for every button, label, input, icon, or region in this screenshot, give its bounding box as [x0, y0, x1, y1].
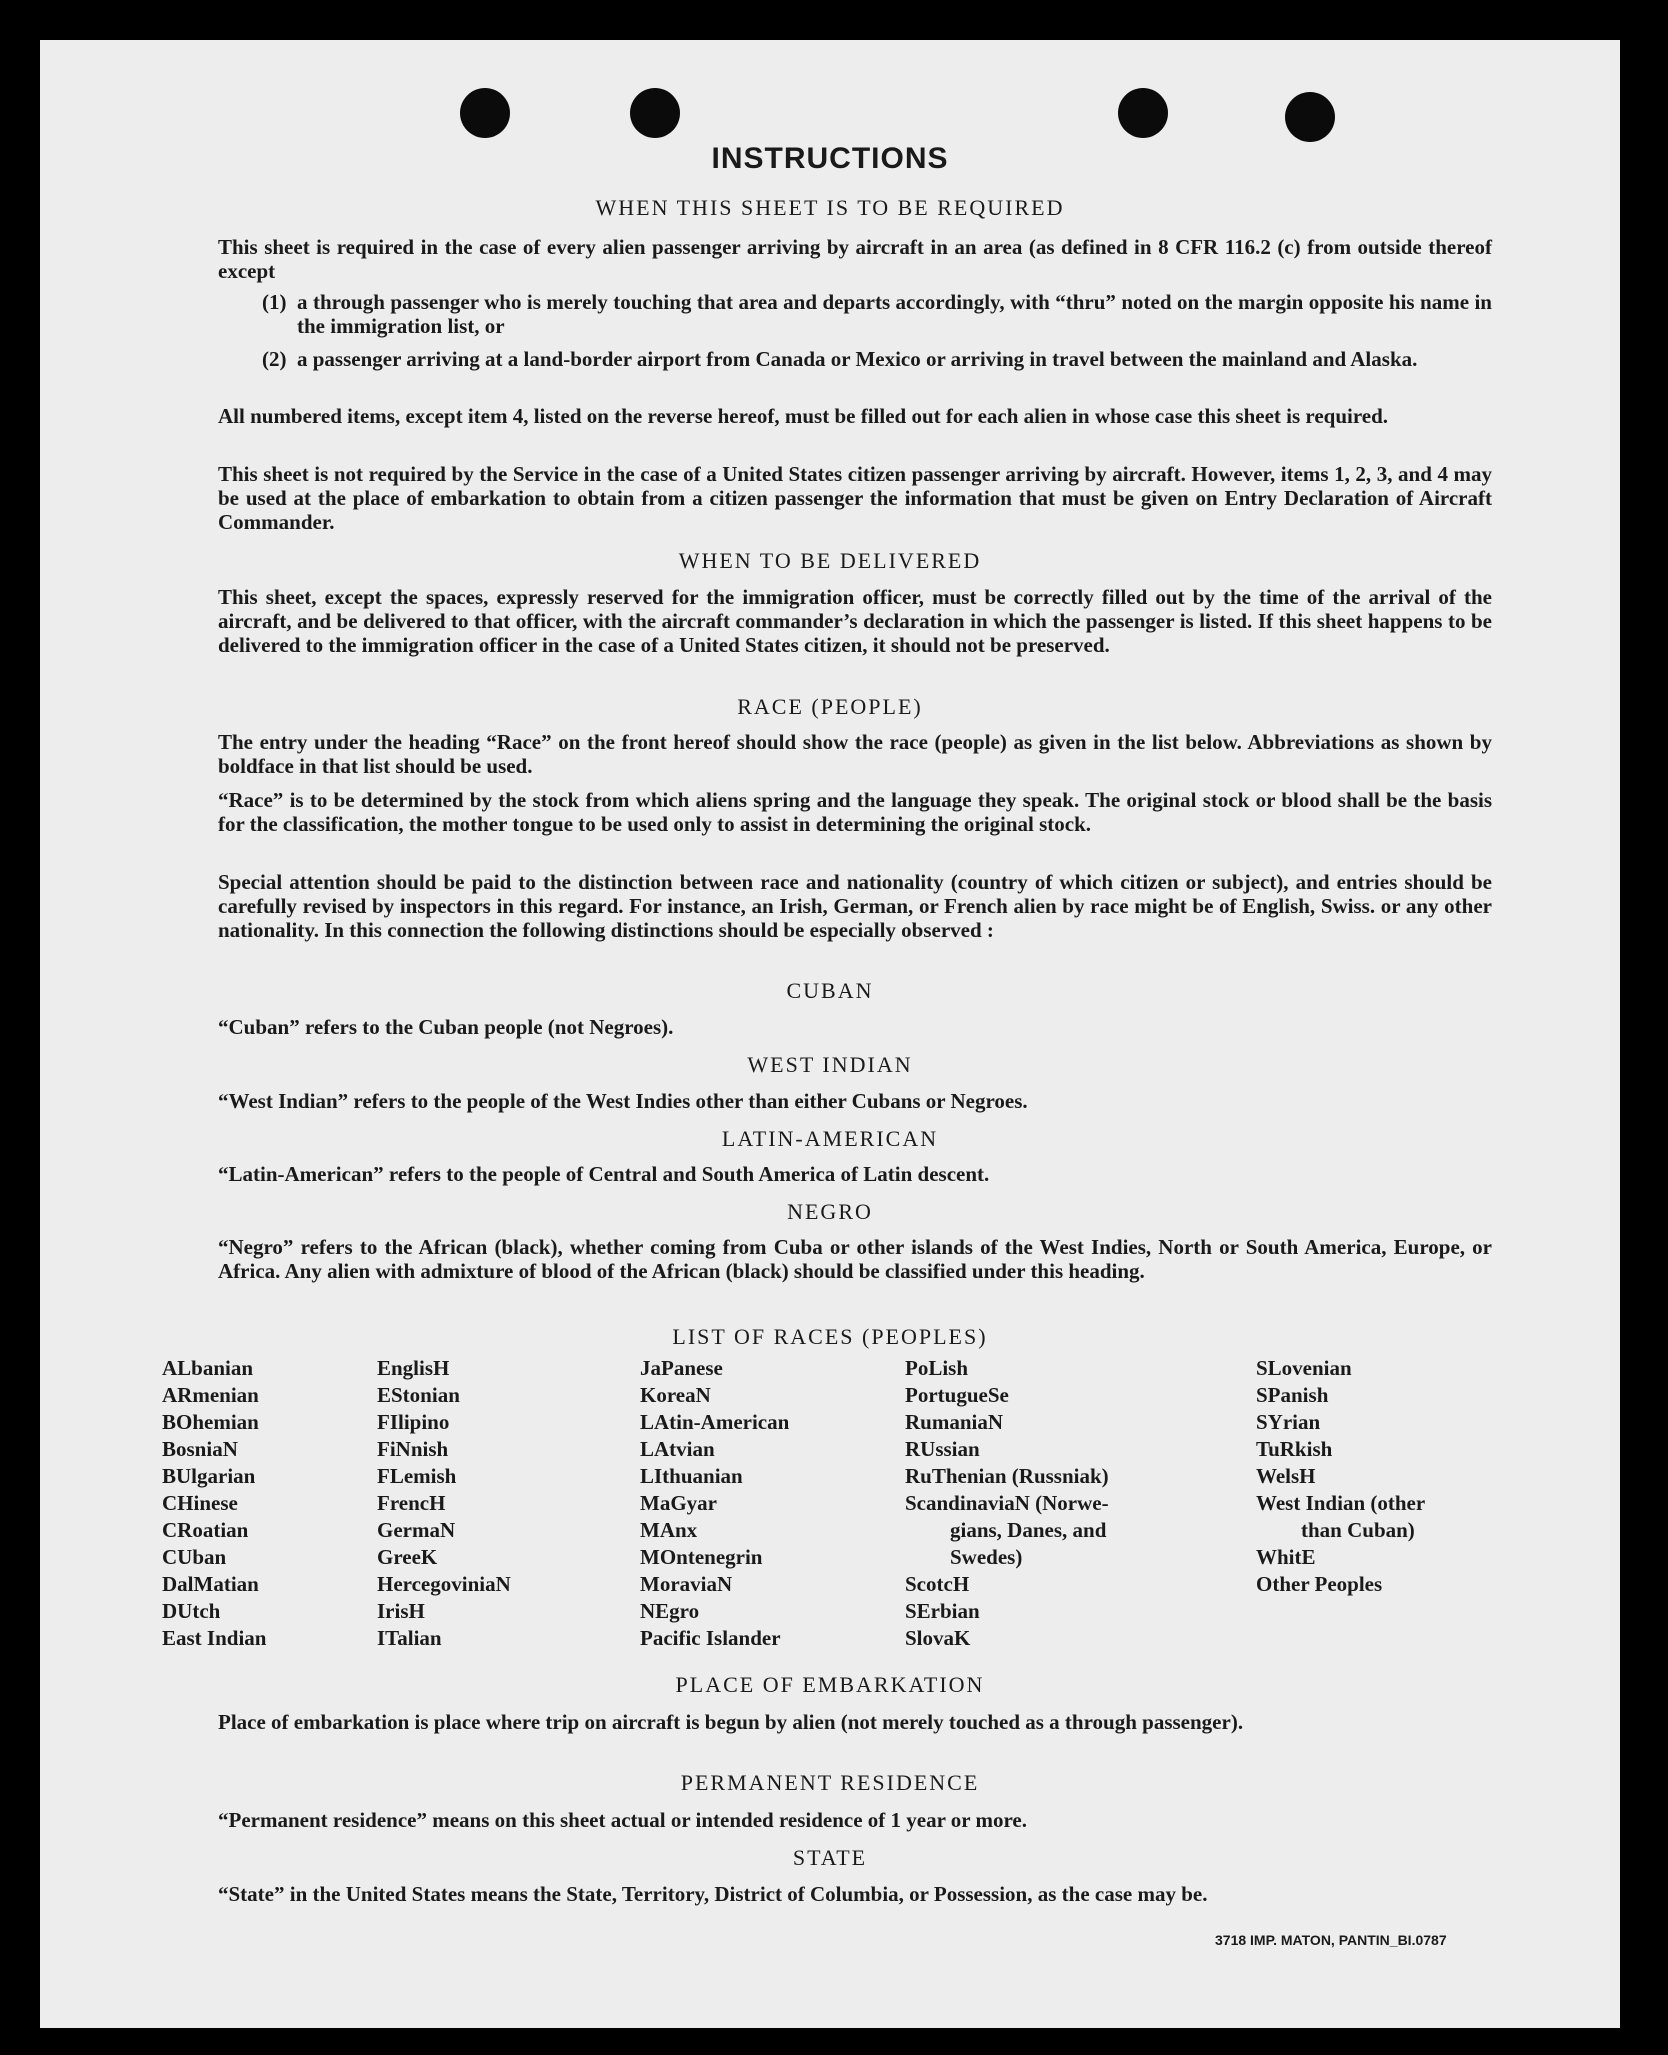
item-number: (2) — [262, 347, 287, 371]
paragraph — [162, 1162, 1492, 1186]
race-item: WelsH — [1256, 1464, 1316, 1488]
paragraph — [162, 730, 1492, 778]
race-item: Pacific Islander — [640, 1626, 781, 1650]
race-item: HercegoviniaN — [377, 1572, 511, 1596]
paragraph — [162, 1235, 1492, 1283]
race-item: FLemish — [377, 1464, 457, 1488]
race-item: PortugueSe — [905, 1383, 1009, 1407]
paragraph-text: “State” in the United States means the State, Territory, District of Columbia, or Possession, as the case may be. — [218, 1882, 1208, 1906]
race-item: ScotcH — [905, 1572, 970, 1596]
section-heading-west-indian: WEST INDIAN — [747, 1052, 913, 1077]
race-item: MaGyar — [640, 1491, 717, 1515]
race-item: BosniaN — [162, 1437, 238, 1461]
race-item: JaPanese — [640, 1356, 723, 1380]
race-item: FIlipino — [377, 1410, 450, 1434]
paragraph-text: “Negro” refers to the African (black), whether coming from Cuba or other islands of the West Indies, North or South America, Europe, or Africa. Any alien with admixture of blood of the African (black) should be classified under this heading. — [218, 1235, 1492, 1283]
race-item: CUban — [162, 1545, 227, 1569]
race-item: LAtvian — [640, 1437, 715, 1461]
section-heading-negro: NEGRO — [787, 1199, 873, 1224]
paragraph-text: Special attention should be paid to the distinction between race and nationality (country of which citizen or subject), and entries should be carefully revised by inspectors in this regard. For instance, an Irish, German, or French alien by race might be of English, Swiss. or any other nationality. In this connection the following distinctions should be especially observed : — [218, 870, 1492, 942]
paragraph-text: The entry under the heading “Race” on the front hereof should show the race (people) as given in the list below. Abbreviations as shown by boldface in that list should be used. — [218, 730, 1492, 778]
race-item: LAtin-American — [640, 1410, 790, 1434]
race-item: West Indian (other — [1256, 1491, 1426, 1515]
race-item: MoraviaN — [640, 1572, 733, 1596]
paragraph-text: “Permanent residence” means on this sheet actual or intended residence of 1 year or more. — [218, 1808, 1027, 1832]
race-item: BUlgarian — [162, 1464, 256, 1488]
section-heading-list-of-races: LIST OF RACES (PEOPLES) — [672, 1324, 988, 1349]
race-item: IrisH — [377, 1599, 425, 1623]
race-column-5 — [1256, 1355, 1425, 1598]
paragraph-text: “Latin-American” refers to the people of Central and South America of Latin descent. — [218, 1162, 990, 1186]
race-item: SYrian — [1256, 1410, 1321, 1434]
paragraph — [162, 870, 1492, 942]
race-item: CRoatian — [162, 1518, 249, 1542]
paragraph — [162, 1808, 1492, 1832]
race-item: GermaN — [377, 1518, 456, 1542]
paragraph — [162, 585, 1492, 657]
item-text: a through passenger who is merely touching that area and departs accordingly, with “thru” noted on the margin opposite his name in the immigration list, or — [297, 290, 1492, 338]
race-item: DUtch — [162, 1599, 221, 1623]
paragraph — [162, 462, 1492, 534]
section-heading-required: WHEN THIS SHEET IS TO BE REQUIRED — [595, 195, 1065, 220]
paragraph — [162, 404, 1492, 428]
section-heading-permanent-residence: PERMANENT RESIDENCE — [680, 1770, 980, 1795]
paragraph-text: “Cuban” refers to the Cuban people (not Negroes). — [218, 1015, 674, 1039]
section-heading-latin-american: LATIN-AMERICAN — [721, 1126, 939, 1151]
punch-hole — [460, 88, 510, 138]
race-column-4 — [905, 1355, 1109, 1652]
paragraph — [162, 235, 1492, 283]
paragraph — [162, 1015, 1492, 1039]
paragraph-text: This sheet is not required by the Service in the case of a United States citizen passenger arriving by aircraft. However, items 1, 2, 3, and 4 may be used at the place of embarkation to obtain from a citizen passenger the information that must be given on Entry Declaration of Aircraft Commander. — [218, 462, 1492, 534]
page-title: INSTRUCTIONS — [711, 142, 949, 175]
section-heading-embarkation: PLACE OF EMBARKATION — [675, 1672, 985, 1697]
list-item — [262, 290, 1492, 338]
document-page — [40, 40, 1620, 2028]
race-item: TuRkish — [1256, 1437, 1333, 1461]
race-item: BOhemian — [162, 1410, 259, 1434]
race-item-continuation: gians, Danes, and — [950, 1518, 1107, 1542]
race-item: FrencH — [377, 1491, 446, 1515]
race-item: ITalian — [377, 1626, 442, 1650]
paragraph — [162, 1882, 1492, 1906]
race-item: SlovaK — [905, 1626, 971, 1650]
race-item: MAnx — [640, 1518, 698, 1542]
race-item: FiNnish — [377, 1437, 449, 1461]
race-item: WhitE — [1256, 1545, 1316, 1569]
race-item: SLovenian — [1256, 1356, 1352, 1380]
paragraph-text: Place of embarkation is place where trip on aircraft is begun by alien (not merely touched as a through passenger). — [218, 1710, 1244, 1734]
section-heading-cuban: CUBAN — [786, 978, 874, 1003]
paragraph-text: All numbered items, except item 4, listed on the reverse hereof, must be filled out for each alien in whose case this sheet is required. — [218, 404, 1389, 428]
race-item: RUssian — [905, 1437, 980, 1461]
race-item: ARmenian — [162, 1383, 259, 1407]
paragraph-text: This sheet, except the spaces, expressly reserved for the immigration officer, must be correctly filled out by the time of the arrival of the aircraft, and be delivered to that officer, with the aircraft commander’s declaration in which the passenger is listed. If this sheet happens to be delivered to the immigration officer in the case of a United States citizen, it should not be preserved. — [218, 585, 1492, 657]
paragraph-text: “West Indian” refers to the people of the West Indies other than either Cubans or Negroes. — [218, 1089, 1028, 1113]
punch-hole — [1285, 92, 1335, 142]
race-item: MOntenegrin — [640, 1545, 763, 1569]
race-item: EnglisH — [377, 1356, 450, 1380]
item-number: (1) — [262, 290, 287, 314]
race-item: ScandinaviaN (Norwe- — [905, 1491, 1109, 1515]
race-item: DalMatian — [162, 1572, 259, 1596]
race-item-continuation: Swedes) — [950, 1545, 1023, 1569]
race-item: NEgro — [640, 1599, 700, 1623]
race-item: KoreaN — [640, 1383, 711, 1407]
race-item: LIthuanian — [640, 1464, 743, 1488]
punch-hole — [1118, 88, 1168, 138]
race-column-1 — [162, 1355, 266, 1652]
paragraph-text: This sheet is required in the case of every alien passenger arriving by aircraft in an area (as defined in 8 CFR 116.2 (c) from outside thereof except — [218, 235, 1492, 283]
paragraph — [162, 1710, 1492, 1734]
punch-hole — [630, 88, 680, 138]
list-item — [262, 347, 1492, 371]
section-heading-state: STATE — [792, 1845, 868, 1870]
race-item: PoLish — [905, 1356, 969, 1380]
paragraph-text: “Race” is to be determined by the stock from which aliens spring and the language they speak. The original stock or blood shall be the basis for the classification, the mother tongue to be used only to assist in determining the original stock. — [218, 788, 1492, 836]
paragraph — [162, 788, 1492, 836]
race-item: RumaniaN — [905, 1410, 1004, 1434]
race-item: SErbian — [905, 1599, 980, 1623]
race-item-continuation: than Cuban) — [1301, 1518, 1415, 1542]
printer-mark: 3718 IMP. MATON, PANTIN_BI.0787 — [1215, 1932, 1447, 1948]
race-item: GreeK — [377, 1545, 438, 1569]
race-item: SPanish — [1256, 1383, 1329, 1407]
paragraph — [162, 1089, 1492, 1113]
race-item: East Indian — [162, 1626, 267, 1650]
race-item: CHinese — [162, 1491, 238, 1515]
section-heading-race: RACE (PEOPLE) — [737, 694, 923, 719]
race-item: Other Peoples — [1256, 1572, 1383, 1596]
race-item: EStonian — [377, 1383, 460, 1407]
section-heading-delivered: WHEN TO BE DELIVERED — [678, 548, 982, 573]
item-text: a passenger arriving at a land-border airport from Canada or Mexico or arriving in travel between the mainland and Alaska. — [297, 347, 1418, 371]
race-column-3 — [640, 1355, 789, 1652]
race-column-2 — [377, 1355, 511, 1652]
race-item: ALbanian — [162, 1356, 254, 1380]
race-item: RuThenian (Russniak) — [905, 1464, 1109, 1488]
